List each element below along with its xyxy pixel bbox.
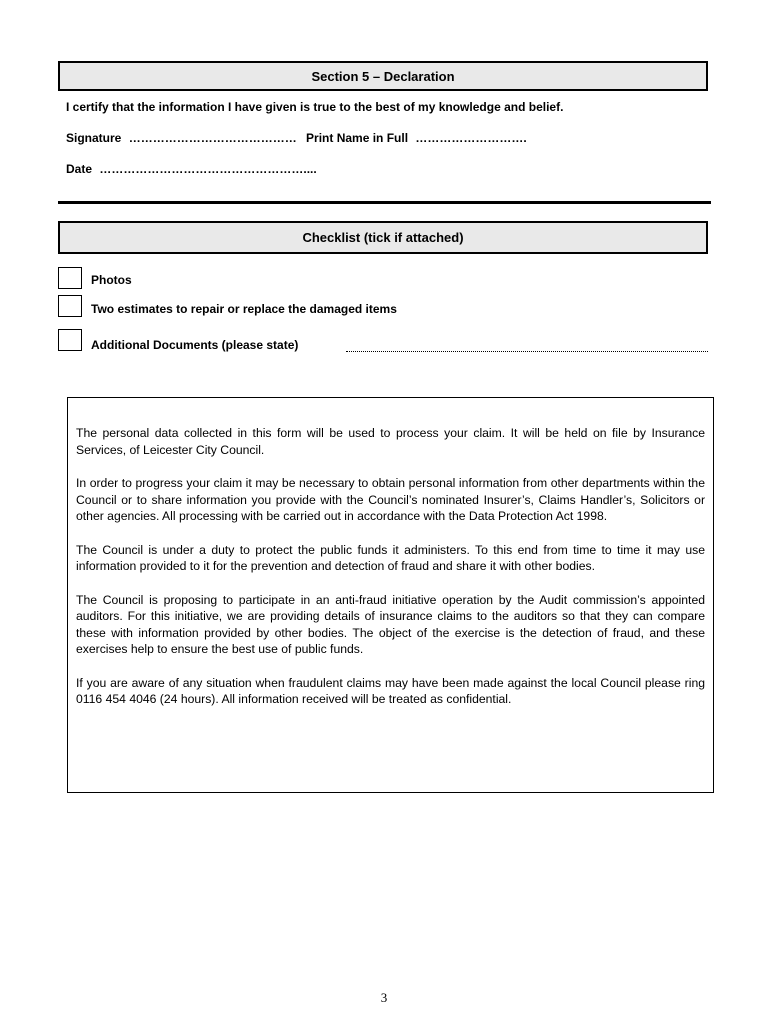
notice-paragraph: If you are aware of any situation when fraudulent claims may have been made against the local Council please ring 0116 454 4046 (24 hours). All information received will be treated as confidential. <box>76 675 705 706</box>
notice-paragraph: The Council is proposing to participate in an anti-fraud initiative operation by the Audit commission’s appointed auditors. For this initiative, we are providing details of insurance claims to the auditors so that they can compare these with information provided by other bodies. The object of the exercise is the detection of fraud, and these exercises help to ensure the best use of public funds. <box>76 592 705 656</box>
data-protection-notice <box>67 397 714 793</box>
date-field[interactable]: …………………………………………….... <box>99 162 317 176</box>
date-line <box>66 162 317 176</box>
signature-line <box>66 131 527 145</box>
notice-paragraph: In order to progress your claim it may be necessary to obtain personal information from other departments within the Council or to share information you provide with the Council’s nominated Insurer’s, Claims Handler’s, Solicitors or other agencies. All processing with be carried out in accordance with the Data Protection Act 1998. <box>76 476 705 523</box>
declaration-title: Section 5 – Declaration <box>311 68 455 84</box>
section-divider <box>58 201 711 204</box>
notice-paragraph: The personal data collected in this form will be used to process your claim. It will be held on file by Insurance Services, of Leicester City Council. <box>76 426 705 457</box>
additional-documents-field[interactable] <box>346 351 708 352</box>
declaration-header <box>58 61 708 91</box>
signature-label: Signature <box>66 131 122 145</box>
date-label: Date <box>66 162 93 176</box>
photos-label: Photos <box>91 273 132 287</box>
estimates-checkbox[interactable] <box>58 295 82 317</box>
checklist-title: Checklist (tick if attached) <box>302 230 464 245</box>
print-name-label: Print Name in Full <box>306 131 409 145</box>
checklist-header <box>58 221 708 254</box>
additional-documents-label: Additional Documents (please state) <box>91 338 299 352</box>
photos-checkbox[interactable] <box>58 267 82 289</box>
notice-paragraph: The Council is under a duty to protect the public funds it administers. To this end from time to time it may use information provided to it for the prevention and detection of fraud and share it with other bodies. <box>76 542 705 573</box>
certify-statement: I certify that the information I have given is true to the best of my knowledge and belief. <box>66 100 564 114</box>
page-number: 3 <box>380 990 388 1005</box>
print-name-field[interactable]: ………………………. <box>415 131 527 145</box>
signature-field[interactable]: …………………………………… <box>128 131 297 145</box>
estimates-label: Two estimates to repair or replace the damaged items <box>91 302 397 316</box>
additional-documents-checkbox[interactable] <box>58 329 82 351</box>
